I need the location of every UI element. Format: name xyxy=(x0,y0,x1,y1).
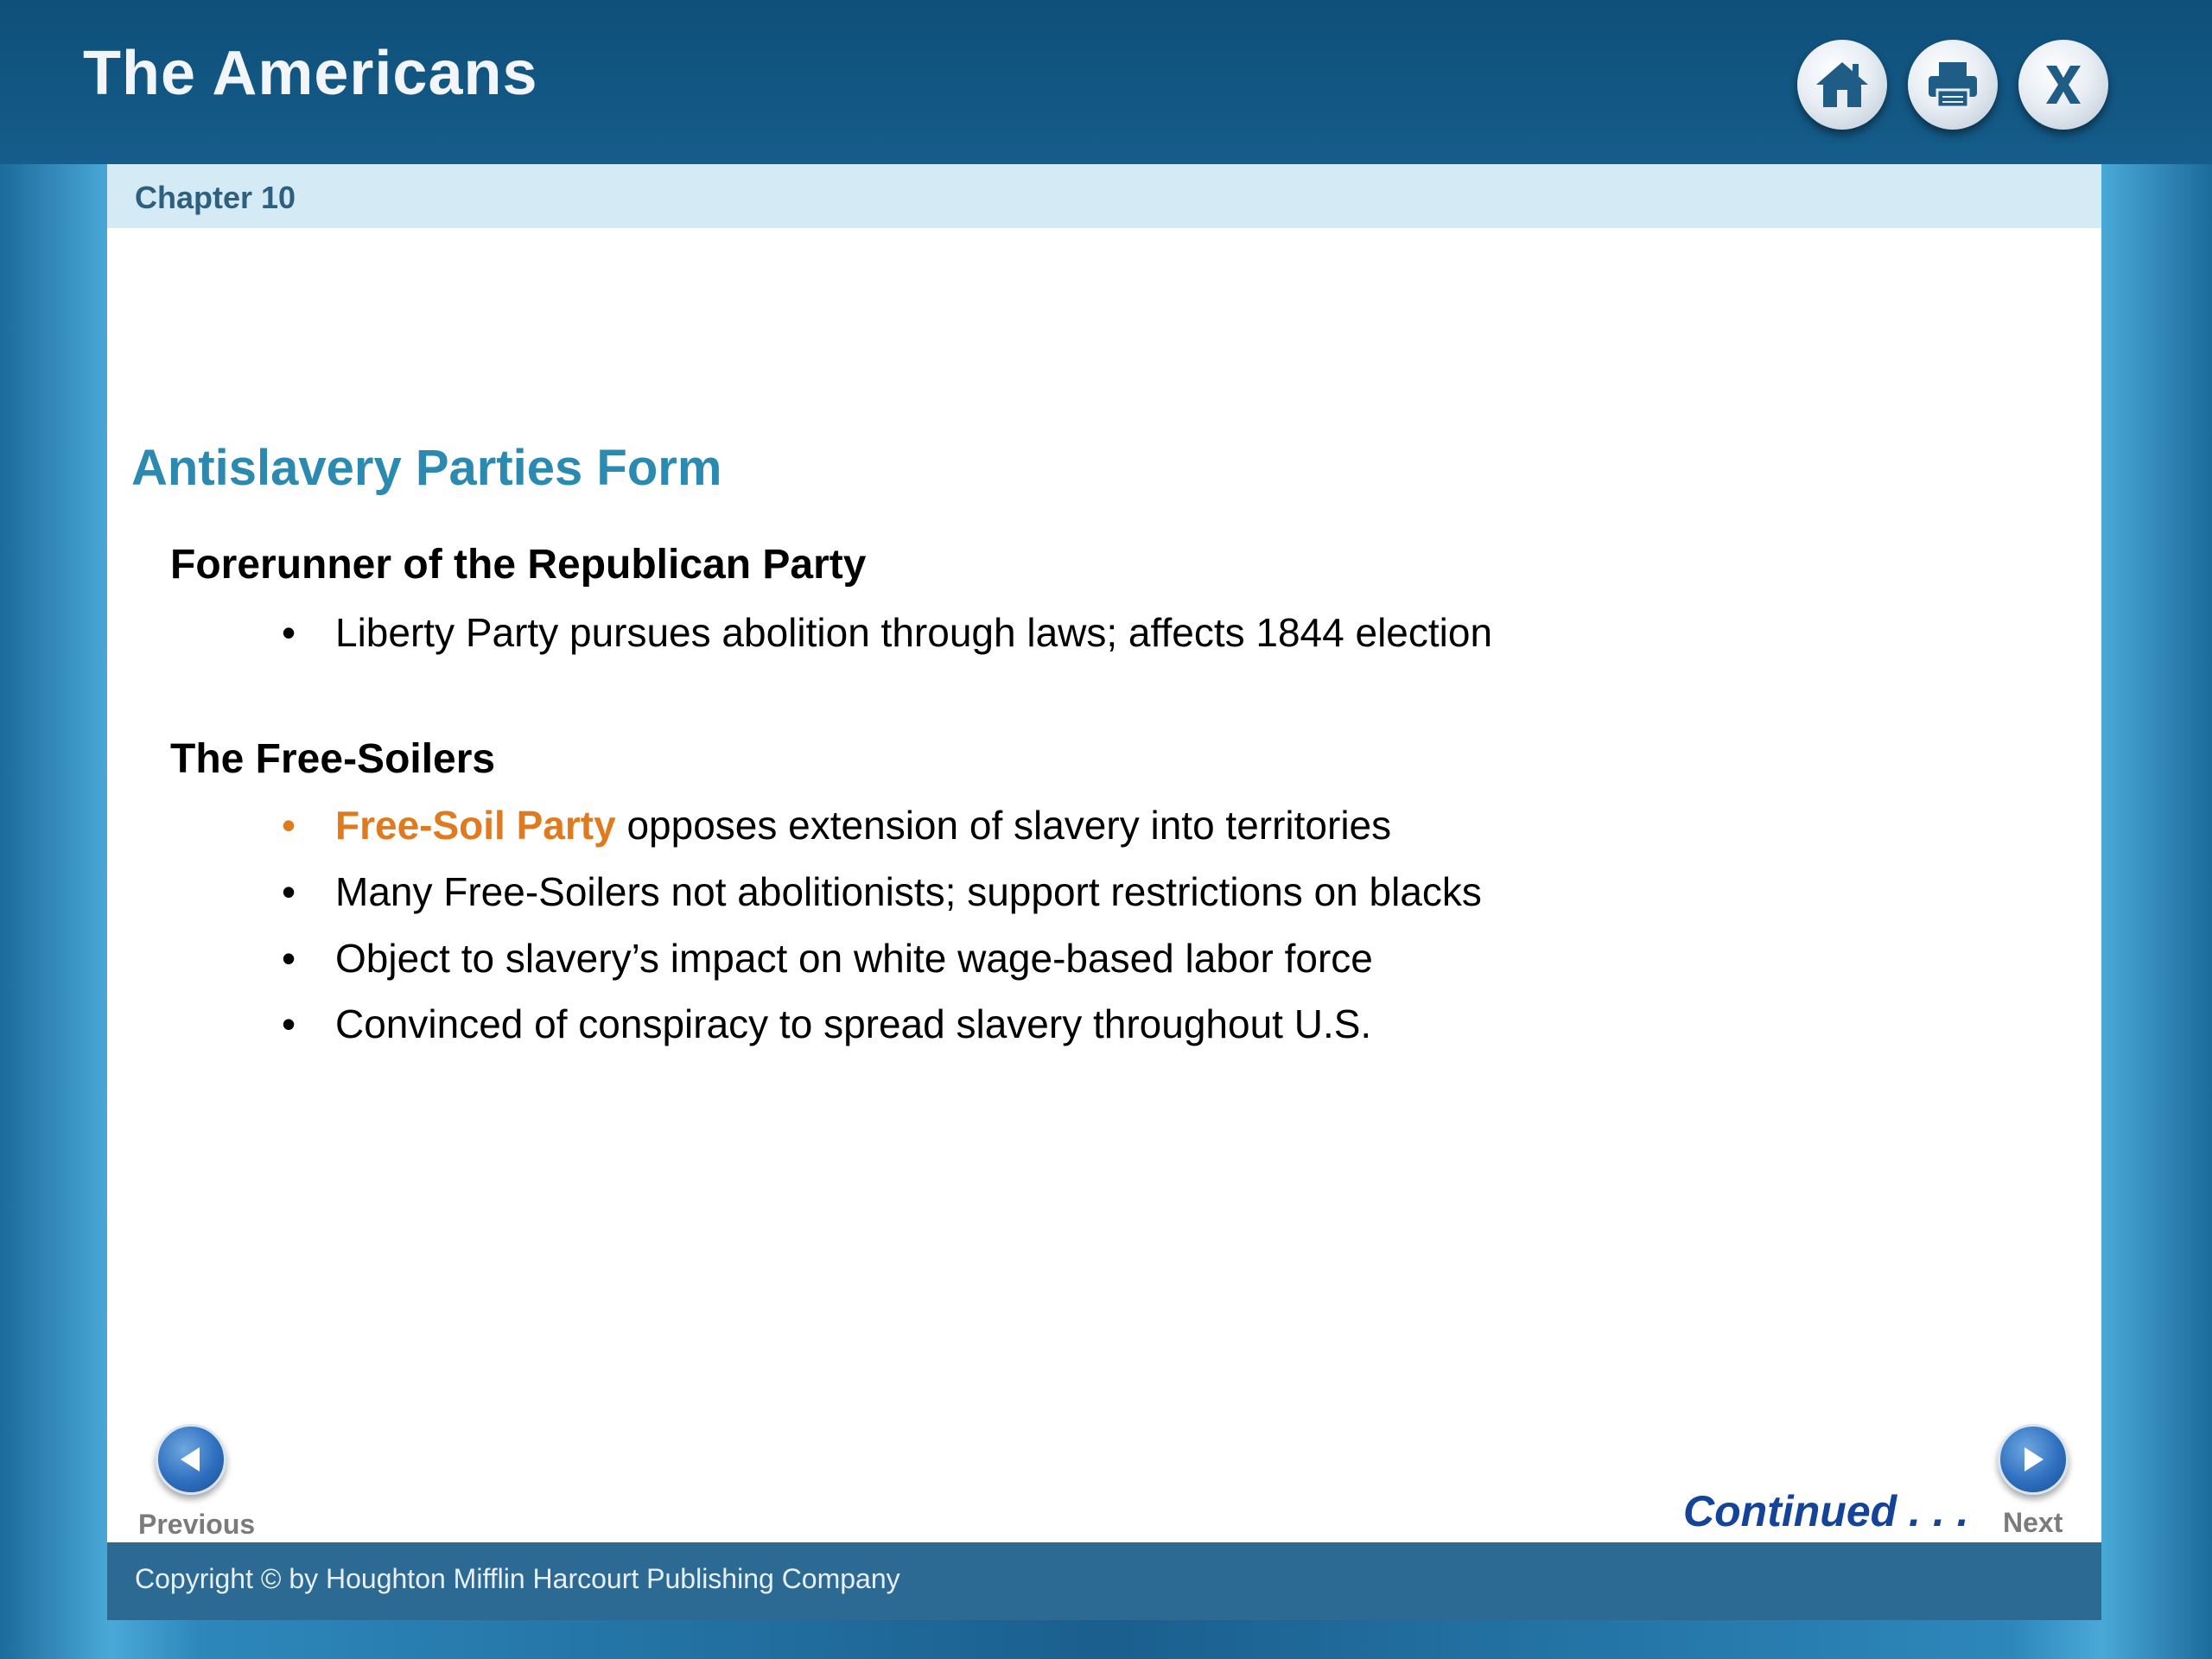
bullet-item xyxy=(282,935,1373,982)
highlight-term: Free-Soil Party xyxy=(335,803,616,848)
bullet-item xyxy=(282,802,1392,849)
continued-text: Continued . . . xyxy=(1683,1487,1969,1535)
bullet-text: Object to slavery’s impact on white wage-based labor force xyxy=(335,936,1373,981)
bullet-item xyxy=(282,609,1493,656)
bullet-item xyxy=(282,1001,1372,1047)
section-heading: The Free-Soilers xyxy=(170,736,496,782)
slide-title: Antislavery Parties Form xyxy=(131,440,722,496)
app-title: The Americans xyxy=(83,39,538,108)
bullet-dot: • xyxy=(282,610,296,655)
previous-label[interactable]: Previous xyxy=(138,1509,256,1540)
slide-panel xyxy=(107,164,2101,1542)
next-label[interactable]: Next xyxy=(2003,1507,2063,1538)
footer-bar xyxy=(107,1542,2101,1620)
next-button[interactable] xyxy=(1998,1424,2069,1495)
bullet-dot: • xyxy=(282,936,296,981)
bullet-dot: • xyxy=(282,1001,296,1046)
home-icon xyxy=(1815,59,1870,111)
bullet-text: Many Free-Soilers not abolitionists; support restrictions on blacks xyxy=(335,869,1482,914)
bullet-text: Convinced of conspiracy to spread slavery throughout U.S. xyxy=(335,1001,1372,1046)
bullet-text: opposes extension of slavery into territories xyxy=(615,803,1392,848)
close-button[interactable] xyxy=(2018,40,2108,130)
bullet-dot: • xyxy=(282,869,296,914)
chapter-label: Chapter 10 xyxy=(135,180,296,215)
print-button[interactable] xyxy=(1908,40,1998,130)
bullet-item xyxy=(282,868,1482,915)
close-icon xyxy=(2037,59,2089,111)
previous-button[interactable] xyxy=(156,1424,226,1495)
bullet-dot: • xyxy=(282,803,296,848)
bullet-text: Liberty Party pursues abolition through laws; affects 1844 election xyxy=(335,610,1493,655)
copyright-text: Copyright © by Houghton Mifflin Harcourt Publishing Company xyxy=(135,1563,900,1594)
header-bar xyxy=(0,0,2212,164)
chapter-bar xyxy=(107,164,2101,228)
arrow-right-icon xyxy=(2018,1444,2049,1475)
home-button[interactable] xyxy=(1797,40,1887,130)
section-heading: Forerunner of the Republican Party xyxy=(170,542,867,588)
printer-icon xyxy=(1925,59,1980,111)
arrow-left-icon xyxy=(175,1444,207,1475)
